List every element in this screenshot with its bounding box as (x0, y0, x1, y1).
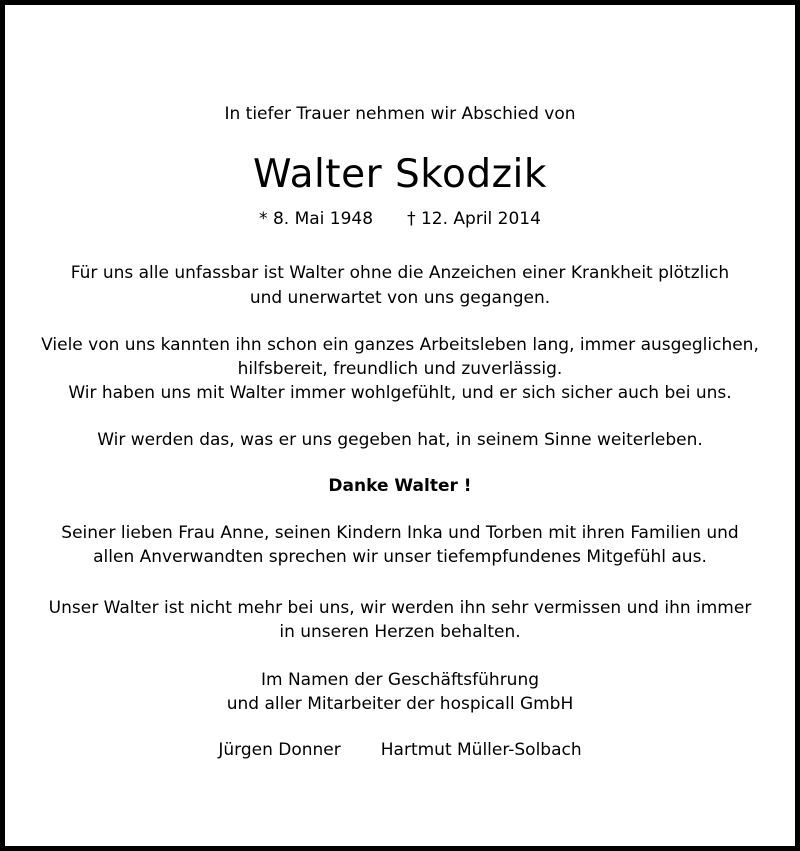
signatories (5, 738, 795, 762)
death-date: † 12. April 2014 (407, 209, 541, 229)
paragraph-4-line-2: allen Anverwandten sprechen wir unser tiefempfundenes Mitgefühl aus. (93, 547, 707, 567)
closing-line-2: und aller Mitarbeiter der hospicall GmbH (226, 694, 574, 714)
paragraph-5-line-2: in unseren Herzen behalten. (279, 622, 521, 642)
paragraph-3: Wir werden das, was er uns gegeben hat, in seinem Sinne weiterleben. (97, 430, 703, 450)
signatory-2: Hartmut Müller-Solbach (380, 740, 582, 760)
life-dates (5, 207, 795, 231)
paragraph-1-line-1: Für uns alle unfassbar ist Walter ohne die Anzeichen einer Krankheit plötzlich (70, 263, 730, 283)
paragraph-1-line-2: und unerwartet von uns gegangen. (249, 288, 551, 308)
signatory-1: Jürgen Donner (218, 740, 341, 760)
thanks-line: Danke Walter ! (328, 476, 472, 496)
paragraph-5-line-1: Unser Walter ist nicht mehr bei uns, wir werden ihn sehr vermissen und ihn immer (48, 598, 752, 618)
paragraph-4-line-1: Seiner lieben Frau Anne, seinen Kindern Inka und Torben mit ihren Familien und (61, 523, 739, 543)
paragraph-2-line-3: Wir haben uns mit Walter immer wohlgefühlt, und er sich sicher auch bei uns. (68, 383, 732, 403)
closing-line-1: Im Namen der Geschäftsführung (260, 670, 540, 690)
deceased-name: Walter Skodzik (253, 152, 547, 197)
intro-text: In tiefer Trauer nehmen wir Abschied von (224, 104, 576, 124)
paragraph-2-line-1: Viele von uns kannten ihn schon ein ganzes Arbeitsleben lang, immer ausgeglichen, (41, 335, 759, 355)
paragraph-2-line-2: hilfsbereit, freundlich und zuverlässig. (237, 359, 563, 379)
birth-date: * 8. Mai 1948 (259, 209, 374, 229)
